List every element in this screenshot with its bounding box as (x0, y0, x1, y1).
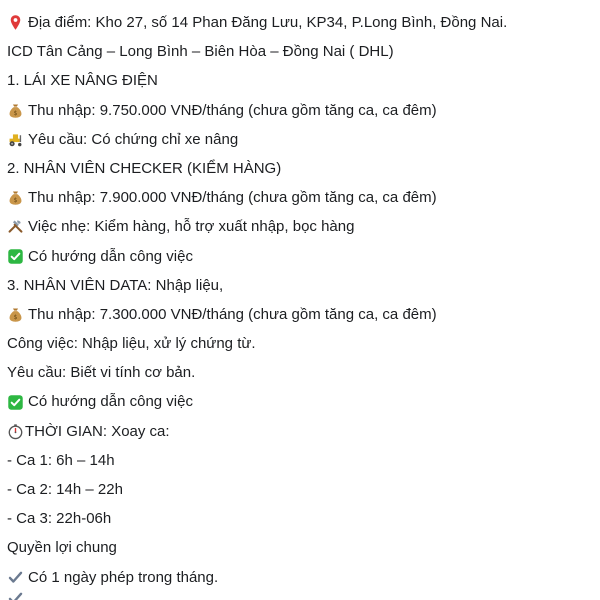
line-job-2-guide (7, 242, 600, 271)
line-location (7, 8, 600, 37)
line-text: Yêu cầu: Biết vi tính cơ bản. (7, 364, 196, 382)
line-text: 1. LÁI XE NÂNG ĐIỆN (7, 72, 158, 90)
line-shift-2 (7, 475, 600, 504)
line-text: Việc nhẹ: Kiểm hàng, hỗ trợ xuất nhập, bọc hàng (28, 218, 355, 236)
stopwatch-icon (7, 423, 24, 440)
line-text: 2. NHÂN VIÊN CHECKER (KIỂM HÀNG) (7, 159, 282, 177)
line-job-1-salary (7, 96, 600, 125)
line-job-3-guide (7, 387, 600, 416)
line-job-3-duties (7, 329, 600, 358)
line-text: - Ca 1: 6h – 14h (7, 451, 115, 469)
map-pin-icon (7, 14, 24, 31)
check-mark-icon (7, 569, 24, 586)
line-job-2-salary (7, 183, 600, 212)
line-job-1-requirement (7, 125, 600, 154)
line-job-1-title (7, 66, 600, 95)
line-job-2-duties (7, 212, 600, 241)
check-box-icon (7, 248, 24, 265)
line-shift-1 (7, 446, 600, 475)
money-bag-icon (7, 189, 24, 206)
line-shift-3 (7, 504, 600, 533)
line-benefits-title (7, 533, 600, 562)
line-job-2-title (7, 154, 600, 183)
line-job-3-salary (7, 300, 600, 329)
line-text: Công việc: Nhập liệu, xử lý chứng từ. (7, 335, 256, 353)
line-text: THỜI GIAN: Xoay ca: (25, 422, 170, 440)
line-text: Thu nhập: 9.750.000 VNĐ/tháng (chưa gồm tăng ca, ca đêm) (28, 101, 437, 119)
line-truncated (7, 592, 600, 600)
line-text: Có hướng dẫn công việc (28, 393, 193, 411)
line-text: Địa điểm: Kho 27, số 14 Phan Đăng Lưu, KP34, P.Long Bình, Đồng Nai. (28, 14, 508, 31)
check-box-icon (7, 394, 24, 411)
tools-icon (7, 218, 24, 235)
line-text: - Ca 3: 22h-06h (7, 510, 112, 528)
line-job-3-requirement (7, 358, 600, 387)
line-text: Thu nhập: 7.900.000 VNĐ/tháng (chưa gồm tăng ca, ca đêm) (28, 189, 437, 207)
svg-text:$: $ (13, 109, 18, 117)
line-text: 3. NHÂN VIÊN DATA: Nhập liệu, (7, 276, 224, 294)
line-text: Thu nhập: 7.300.000 VNĐ/tháng (chưa gồm tăng ca, ca đêm) (28, 305, 437, 323)
line-benefit-1 (7, 563, 600, 592)
money-bag-icon (7, 102, 24, 119)
tractor-icon (7, 131, 24, 148)
svg-text:$: $ (13, 197, 18, 205)
line-text: Có hướng dẫn công việc (28, 247, 193, 265)
svg-text:$: $ (13, 314, 18, 322)
line-text: Có 1 ngày phép trong tháng. (28, 568, 219, 586)
line-text: - Ca 2: 14h – 22h (7, 481, 123, 498)
line-text: Quyền lợi chung (7, 539, 117, 557)
money-bag-icon (7, 306, 24, 323)
line-text: ICD Tân Cảng – Long Bình – Biên Hòa – Đồng Nai ( DHL) (7, 43, 394, 61)
line-job-3-title (7, 271, 600, 300)
check-mark-icon (7, 592, 24, 600)
line-schedule-title (7, 417, 600, 446)
line-text: Yêu cầu: Có chứng chỉ xe nâng (28, 130, 239, 148)
line-icd (7, 37, 600, 66)
